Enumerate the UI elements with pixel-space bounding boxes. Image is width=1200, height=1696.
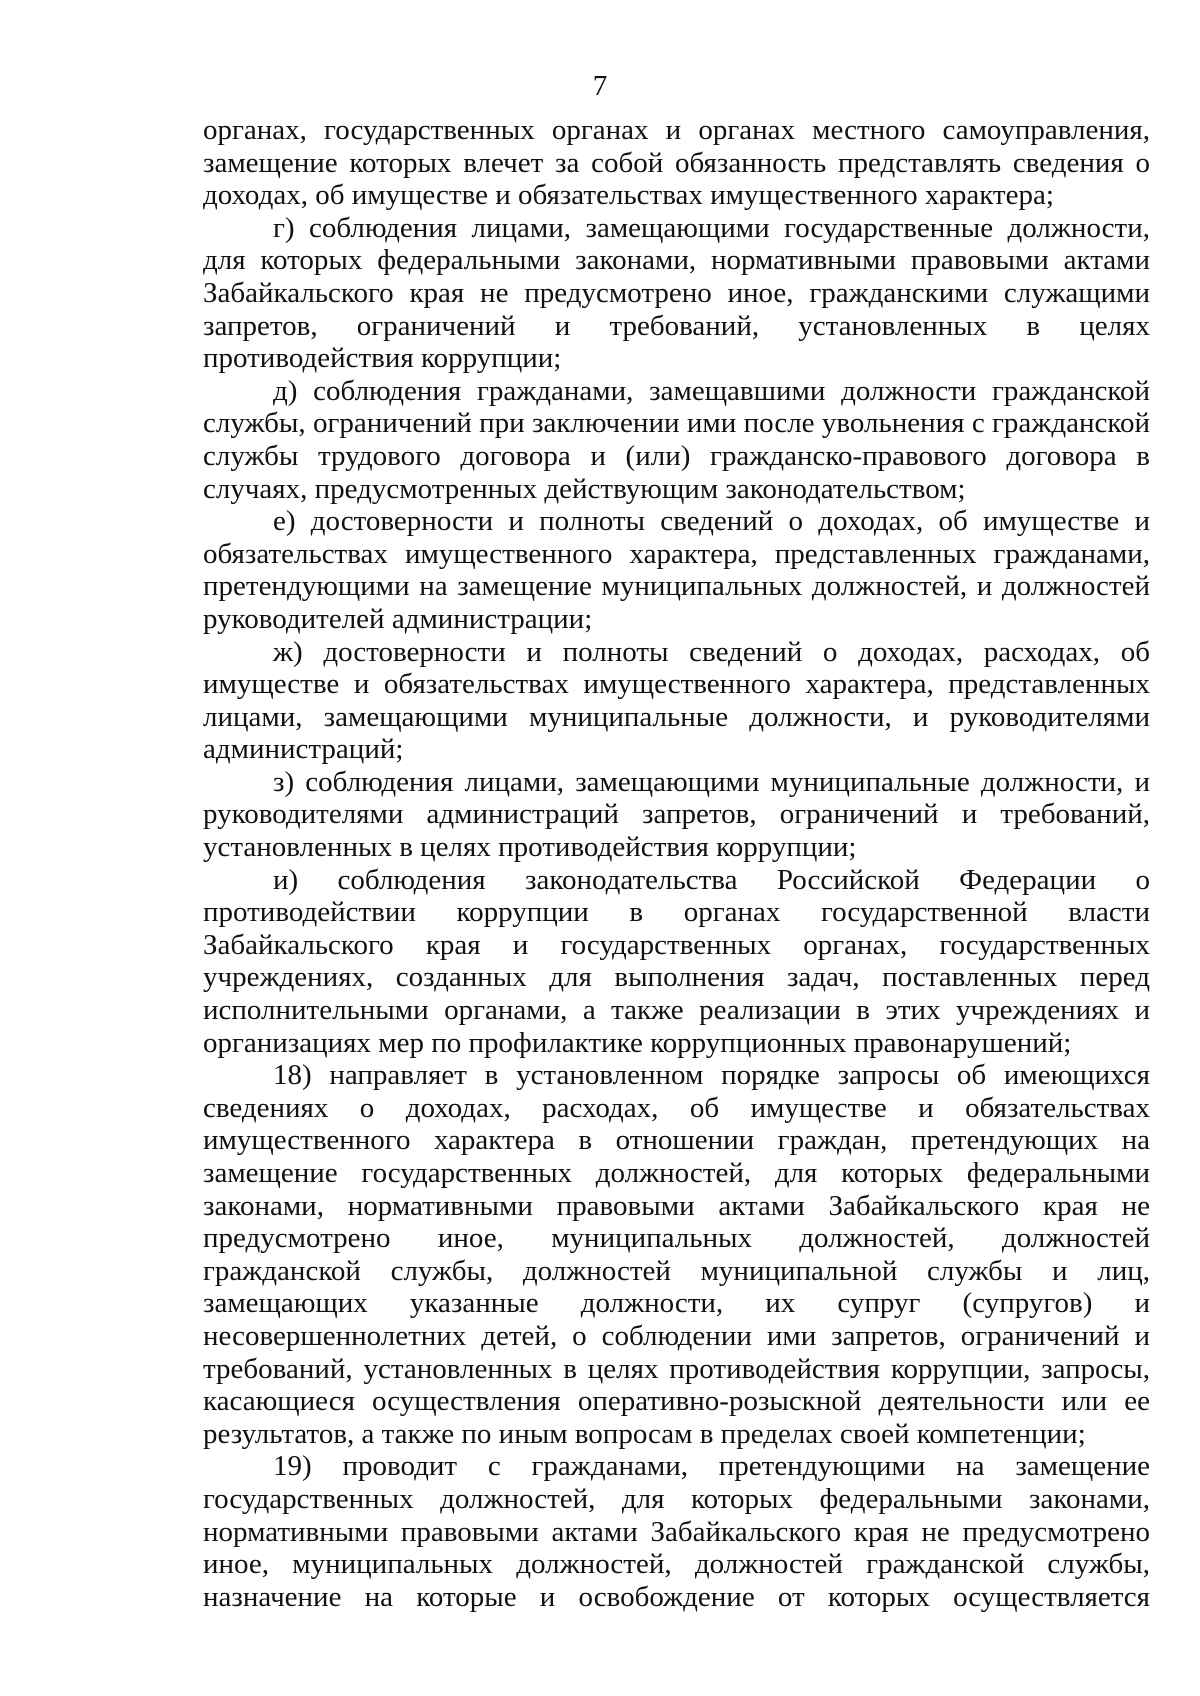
paragraph-item-e: е) достоверности и полноты сведений о доходах, об имуществе и обязательствах имущественного характера, представленных гражданами, претендующими на замещение муниципальных должностей, и должностей руководителей администрации; [203,505,1150,635]
paragraph-item-d: д) соблюдения гражданами, замещавшими должности гражданской службы, ограничений при заключении ими после увольнения с гражданской службы трудового договора и (или) гражданско-правового договора в случаях, предусмотренных действующим законодательством; [203,374,1150,505]
paragraph-item-19: 19) проводит с гражданами, претендующими на замещение государственных должностей, для которых федеральными законами, нормативными правовыми актами Забайкальского края не предусмотрено иное, муниципальных должностей, должностей гражданской службы, назначение на которые и освобождение от которых осуществляется [203,1450,1150,1613]
document-body [203,114,1150,1613]
paragraph-item-i: и) соблюдения законодательства Российской Федерации о противодействии коррупции в органах государственной власти Забайкальского края и государственных органах, государственных учреждениях, созданных для выполнения задач, поставленных перед исполнительными органами, а также реализации в этих учреждениях и организациях мер по профилактике коррупционных правонарушений; [203,863,1150,1059]
paragraph-item-zh: ж) достоверности и полноты сведений о доходах, расходах, об имуществе и обязательствах имущественного характера, представленных лицами, замещающими муниципальные должности, и руководителями администраций; [203,635,1150,766]
paragraph-item-z: з) соблюдения лицами, замещающими муниципальные должности, и руководителями администраций запретов, ограничений и требований, установленных в целях противодействия коррупции; [203,765,1150,864]
page-number: 7 [592,70,608,102]
paragraph-intro: органах, государственных органах и органах местного самоуправления, замещение которых влечет за собой обязанность представлять сведения о доходах, об имуществе и обязательствах имущественного характера; [203,114,1150,212]
paragraph-item-18: 18) направляет в установленном порядке запросы об имеющихся сведениях о доходах, расходах, об имуществе и обязательствах имущественного характера в отношении граждан, претендующих на замещение государственных должностей, для которых федеральными законами, нормативными правовыми актами Забайкальского края не предусмотрено иное, муниципальных должностей, должностей гражданской службы, должностей муниципальной службы и лиц, замещающих указанные должности, их супруг (супругов) и несовершеннолетних детей, о соблюдении ими запретов, ограничений и требований, установленных в целях противодействия коррупции, запросы, касающиеся осуществления оперативно-розыскной деятельности или ее результатов, а также по иным вопросам в пределах своей компетенции; [203,1059,1150,1450]
paragraph-item-g: г) соблюдения лицами, замещающими государственные должности, для которых федеральными законами, нормативными правовыми актами Забайкальского края не предусмотрено иное, гражданскими служащими запретов, ограничений и требований, установленных в целях противодействия коррупции; [203,211,1150,375]
